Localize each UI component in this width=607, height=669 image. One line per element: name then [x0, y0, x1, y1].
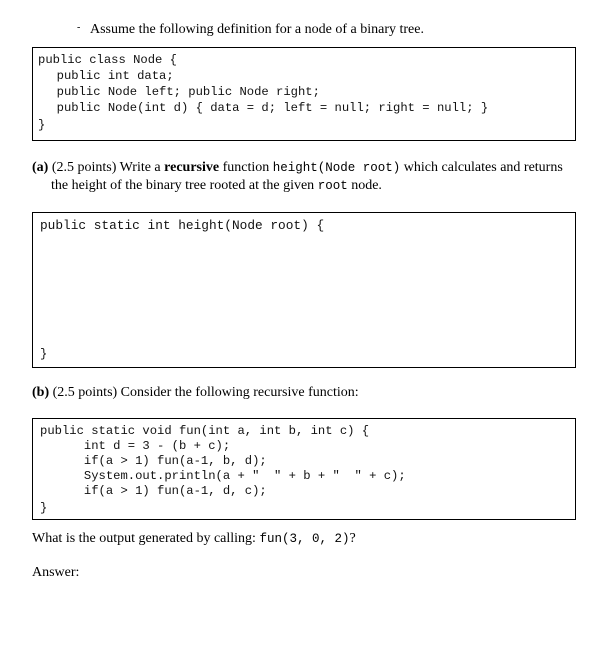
code-line: if(a > 1) fun(a-1, d, c); [40, 484, 267, 498]
question-b-text: (2.5 points) Consider the following recursive function: [52, 385, 359, 400]
question-a-points: (2.5 points) Write a [51, 160, 161, 175]
intro-text: Assume the following definition for a node of a binary tree. [90, 22, 424, 37]
question-a-line2: the height of the binary tree rooted at the given [51, 178, 315, 193]
output-question [32, 531, 356, 547]
code-line: System.out.println(a + " " + b + " " + c); [40, 469, 406, 483]
question-b-label: (b) [32, 385, 50, 400]
question-a [32, 159, 584, 195]
question-a-rest: which calculates and returns [403, 160, 563, 175]
code-line: if(a > 1) fun(a-1, b, d); [40, 454, 267, 468]
height-signature: public static int height(Node root) { [40, 218, 325, 233]
code-line: public static void fun(int a, int b, int c) { [40, 424, 370, 438]
question-a-keyword: recursive [164, 160, 220, 175]
question-a-after-keyword: function [222, 160, 270, 175]
question-a-line2-end: node. [351, 178, 382, 193]
code-line: } [40, 501, 48, 515]
code-line: int d = 3 - (b + c); [40, 439, 231, 453]
code-line: } [38, 118, 46, 132]
question-a-root-code: root [317, 179, 348, 193]
question-a-label: (a) [32, 160, 49, 175]
code-line: public Node(int d) { data = d; left = null; right = null; } [42, 101, 489, 115]
answer-label: Answer: [32, 565, 80, 580]
output-question-call: fun(3, 0, 2) [259, 532, 350, 546]
height-closing-brace: } [40, 347, 48, 361]
code-line: public class Node { [38, 53, 177, 67]
output-question-text: What is the output generated by calling: [32, 531, 256, 546]
output-question-mark: ? [349, 531, 356, 546]
node-class-code-box [32, 47, 576, 141]
code-line: public Node left; public Node right; [42, 85, 320, 99]
question-b [32, 385, 359, 401]
bullet-dash: - [77, 22, 81, 33]
code-line: public int data; [42, 69, 174, 83]
question-a-method-code: height(Node root) [272, 161, 401, 175]
height-answer-box[interactable] [32, 212, 576, 368]
fun-code-box [32, 418, 576, 520]
